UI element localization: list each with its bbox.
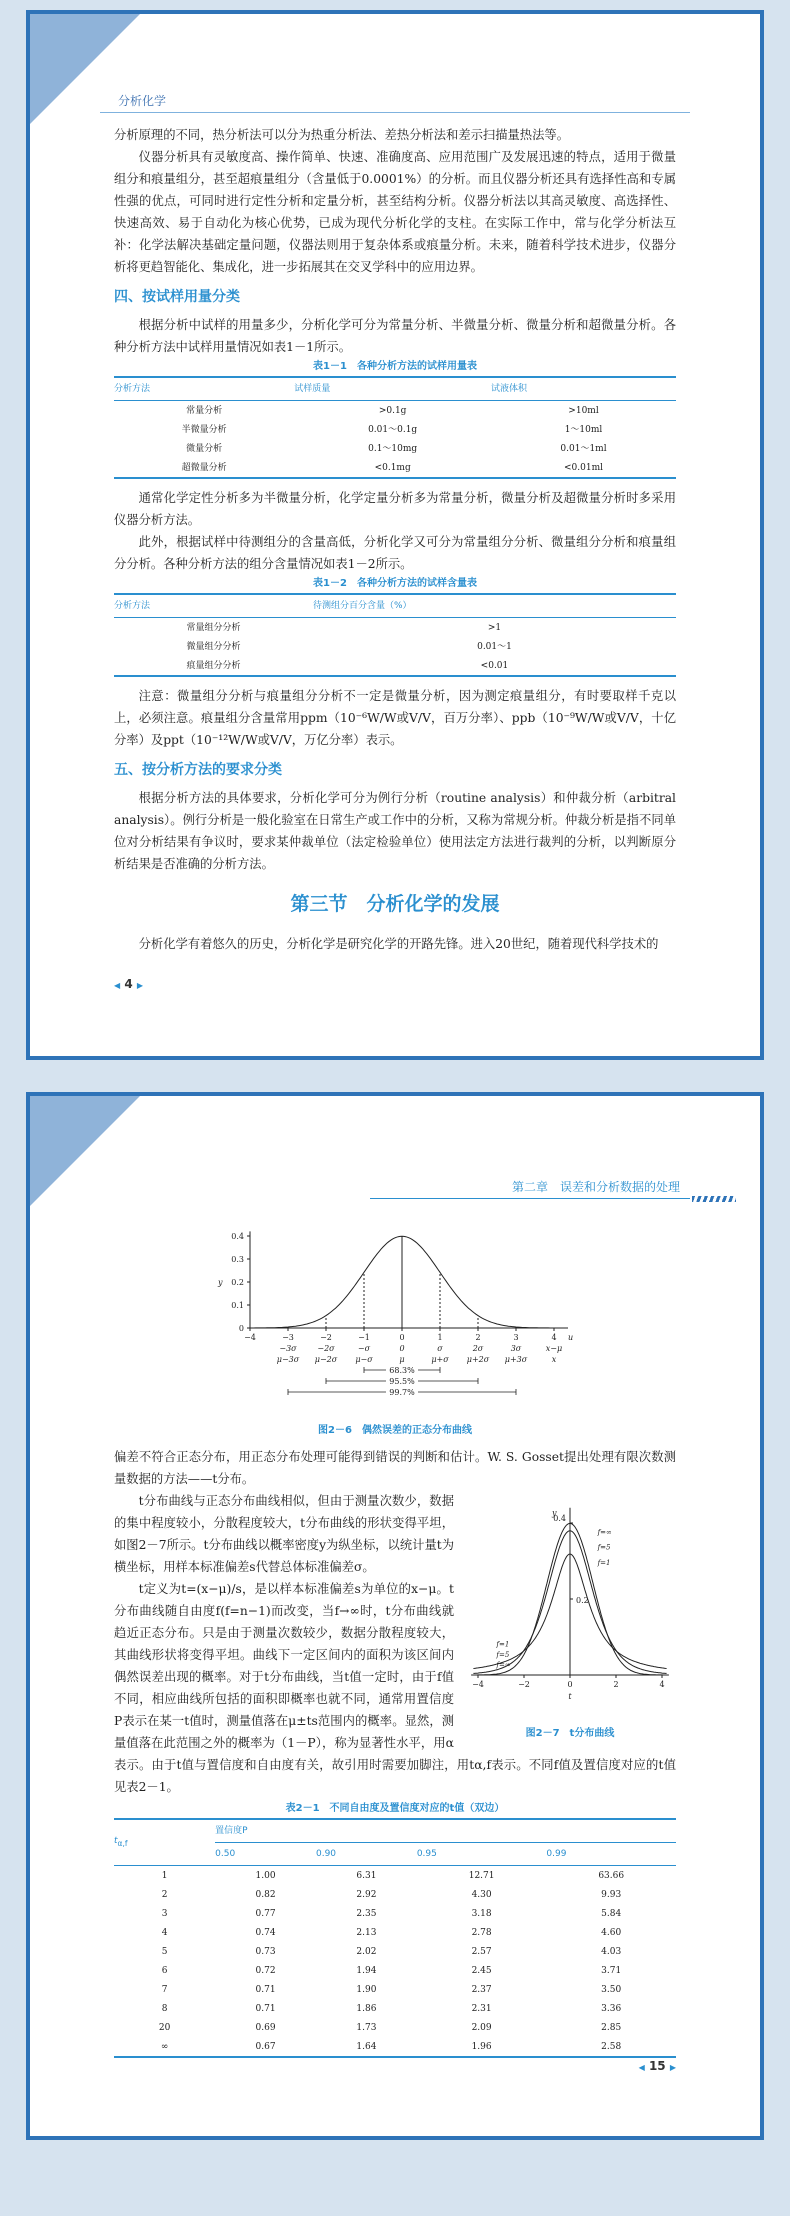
table-row — [114, 420, 676, 439]
paragraph: 根据分析方法的具体要求，分析化学可分为例行分析（routine analysis）和仲裁分析（arbitral analysis）。例行分析是一般化验室在日常生产或工作中的分析，又称为常规分析。仲裁分析是指不同单位对分析结果有争议时，要求某仲裁单位（法定检验单位）使用法定方法进行裁判的分析，以判断原分析结果是否准确的分析方法。 — [114, 791, 676, 871]
column-header: 0.90 — [316, 1843, 417, 1866]
table-cell: 1.64 — [316, 2037, 417, 2057]
table-row — [114, 439, 676, 458]
mu-label: μ−2σ — [314, 1355, 338, 1364]
table-row — [114, 1923, 676, 1942]
table-cell: 7 — [161, 1984, 168, 1995]
table-cell: 0.67 — [215, 2037, 316, 2057]
y-tick-label: 0.2 — [576, 1596, 589, 1605]
column-header: 试样质量 — [294, 377, 491, 401]
right-triangle-icon: ▶ — [136, 981, 144, 990]
column-header: 0.99 — [546, 1843, 676, 1866]
header-title: 第二章 误差和分析数据的处理 — [511, 1180, 680, 1194]
table-cell: 9.93 — [601, 1889, 622, 1900]
table-cell: 超微量分析 — [114, 458, 294, 478]
y-tick-label: 0 — [238, 1324, 244, 1333]
table-cell: >1 — [487, 622, 502, 633]
mu-label: μ — [399, 1355, 405, 1364]
table-cell: 痕量组分分析 — [114, 656, 313, 676]
table-cell: 4 — [161, 1927, 168, 1938]
table-cell: 0.1～10mg — [368, 443, 418, 454]
table-cell: 63.66 — [598, 1870, 625, 1881]
paragraph: t定义为t=(x−μ)/s，是以样本标准偏差s为单位的x−μ。t分布曲线随自由度f(f=n−1)而改变，当f→∞时，t分布曲线就趋近正态分布。只是由于测量次数较少，数据分散程度较大，其曲线形状将变得平坦。曲线下一定区间内的面积为该区间内偶然误差出现的概率。对于t分布曲线，当t值一定时，由于f值不同，相应曲线所包括的面积即概率也就不同，通常用置信度P表示在某一t值时，测量值落在μ±ts范围内的概率。显然，测量值落在此范围之外的概率为（1－P），称为显著性水平，用α表示。由于t值与置信度和自由度有关，故引用时需要加脚注，用tα,f表示。不同f值及置信度对应的t值见表2－1。 — [114, 1582, 676, 1794]
table-cell: 6 — [161, 1965, 168, 1976]
sample-amount-table — [114, 376, 676, 479]
table-cell: >10ml — [568, 405, 599, 416]
table-cell: 2.37 — [471, 1984, 492, 1995]
table-cell: 20 — [158, 2022, 171, 2033]
paragraph: t分布曲线与正态分布曲线相似，但由于测量次数少，数据的集中程度较小，分散程度较大，t分布曲线的形状变得平坦，如图2－7所示。t分布曲线以概率密度y为纵坐标，以统计量t为横坐标，用样本标准偏差s代替总体标准偏差σ。 — [114, 1494, 454, 1574]
table-cell: <0.1mg — [294, 458, 491, 478]
mu-label: μ−σ — [355, 1355, 373, 1364]
table-cell: 常量分析 — [186, 405, 223, 416]
table-cell: 3.36 — [601, 2003, 622, 2014]
table-cell: 1 — [161, 1870, 168, 1881]
row-header — [114, 1819, 215, 1866]
x-tick-label: 0 — [399, 1333, 405, 1342]
column-header: 分析方法 — [114, 377, 294, 401]
band-label: 99.7% — [389, 1388, 415, 1397]
left-triangle-icon: ◀ — [114, 981, 121, 990]
section-heading: 五、按分析方法的要求分类 — [114, 762, 282, 778]
table-cell: 12.71 — [468, 1870, 495, 1881]
column-header: 0.50 — [215, 1843, 316, 1866]
table-row — [114, 1885, 676, 1904]
x-tick-label: −2 — [518, 1680, 530, 1689]
sigma-label: 3σ — [510, 1344, 522, 1353]
sigma-label: x−μ — [545, 1344, 563, 1353]
table-cell: 3.18 — [471, 1908, 492, 1919]
table-cell: 2.45 — [471, 1965, 492, 1976]
paragraph: 此外，根据试样中待测组分的含量高低，分析化学又可分为常量组分分析、微量组分分析和痕量组分分析。各种分析方法的组分含量情况如表1－2所示。 — [114, 535, 676, 571]
table-cell: 0.72 — [255, 1965, 276, 1976]
x-tick-label: −4 — [472, 1680, 484, 1689]
y-tick-label: 0.4 — [553, 1514, 566, 1523]
table-cell: 4.60 — [601, 1927, 622, 1938]
chapter-section-title: 第三节 分析化学的发展 — [290, 893, 500, 915]
table-cell: 2.02 — [356, 1946, 377, 1957]
table-cell: 2.13 — [356, 1927, 377, 1938]
table-cell: 微量分析 — [186, 443, 223, 454]
x-tick-label: 4 — [551, 1333, 557, 1342]
paragraph: 偏差不符合正态分布，用正态分布处理可能得到错误的判断和估计。W. S. Gosset提出处理有限次数测量数据的方法——t分布。 — [114, 1450, 676, 1486]
table-row — [114, 2018, 676, 2037]
table-cell: 2.09 — [471, 2022, 492, 2033]
table-cell: >0.1g — [378, 405, 407, 416]
paragraph: 分析原理的不同，热分析法可以分为热重分析法、差热分析法和差示扫描量热法等。 — [114, 128, 569, 142]
y-tick-label: 0.1 — [231, 1301, 244, 1310]
table-cell: 3.71 — [601, 1965, 622, 1976]
table-cell: 2.92 — [356, 1889, 377, 1900]
table-row — [114, 2037, 676, 2057]
table-row — [114, 1904, 676, 1923]
mu-label: x — [551, 1355, 557, 1364]
table-cell: 2.31 — [471, 2003, 492, 2014]
column-header: 分析方法 — [114, 594, 313, 618]
x-tick-label: −4 — [244, 1333, 256, 1342]
table-caption: 表1－2 各种分析方法的试样含量表 — [313, 578, 477, 589]
column-header: 待测组分百分含量（%） — [313, 594, 676, 618]
paragraph: 注意：微量组分分析与痕量组分分析不一定是微量分析，因为测定痕量组分，有时要取样千克以上，必须注意。痕量组分含量常用ppm（10⁻⁶W/W或V/V，百万分率）、ppb（10⁻⁹W/W或V/V，十亿分率）及ppt（10⁻¹²W/W或V/V，万亿分率）表示。 — [114, 689, 676, 747]
table-cell: 0.77 — [255, 1908, 276, 1919]
mu-label: μ−3σ — [276, 1355, 300, 1364]
table-row — [114, 401, 676, 421]
header-stripes — [692, 1196, 736, 1202]
page-4 — [26, 10, 764, 1060]
band-label: 95.5% — [389, 1377, 415, 1386]
header-rule — [370, 1198, 690, 1199]
table-row — [114, 1980, 676, 1999]
u-axis-label: u — [568, 1333, 574, 1342]
page-body — [114, 1446, 676, 2066]
x-tick-label: 2 — [475, 1333, 481, 1342]
sigma-label: 2σ — [472, 1344, 484, 1353]
header-title: 分析化学 — [118, 94, 167, 108]
sigma-label: −σ — [357, 1344, 371, 1353]
x-tick-label: 2 — [613, 1680, 619, 1689]
table-cell: 半微量分析 — [181, 424, 227, 435]
y-axis-label: y — [552, 1508, 557, 1518]
table-caption: 表1－1 各种分析方法的试样用量表 — [313, 361, 477, 372]
x-tick-label: 0 — [567, 1680, 573, 1689]
group-header: 置信度P — [215, 1819, 676, 1843]
table-cell: 2 — [161, 1889, 168, 1900]
running-header — [30, 90, 760, 116]
running-header — [30, 1176, 760, 1202]
table-cell: 2.78 — [471, 1927, 492, 1938]
table-cell: 0.71 — [255, 2003, 276, 2014]
table-cell: 1.90 — [356, 1984, 377, 1995]
page-number-text: 4 — [124, 977, 133, 991]
t-distribution-figure — [464, 1490, 676, 1718]
x-tick-label: 3 — [513, 1333, 519, 1342]
left-triangle-icon: ◀ — [638, 2063, 645, 2072]
x-axis-label: t — [568, 1692, 572, 1701]
row-header-symbol: t — [114, 1836, 118, 1847]
band-label: 68.3% — [389, 1366, 415, 1375]
y-tick-label: 0.3 — [231, 1255, 244, 1264]
table-cell: <0.01 — [313, 656, 676, 676]
paragraph: 仪器分析具有灵敏度高、操作简单、快速、准确度高、应用范围广及发展迅速的特点，适用于微量组分和痕量组分，甚至超痕量组分（含量低于0.0001%）的分析。而且仪器分析还具有选择性高和专属性强的优点，可同时进行定性分析和定量分析，甚至结构分析。仪器分析法以其高灵敏度、高选择性、快速高效、易于自动化为核心优势，已成为现代分析化学的支柱。在实际工作中，常与化学分析法互补：化学法解决基础定量问题，仪器法则用于复杂体系或痕量分析。未来，随着科学技术进步，仪器分析将更趋智能化、集成化，进一步拓展其在交叉学科中的应用边界。 — [114, 150, 676, 274]
table-cell: 2.58 — [546, 2037, 676, 2057]
curve-label: f=5 — [496, 1650, 510, 1659]
table-cell: 0.01～1ml — [560, 443, 607, 454]
table-cell: 微量组分分析 — [186, 641, 241, 652]
curve-label: f=1 — [496, 1640, 510, 1649]
page-15 — [26, 1092, 764, 2140]
table-row — [114, 458, 676, 478]
x-tick-label: 4 — [659, 1680, 665, 1689]
normal-distribution-figure — [190, 1216, 610, 1421]
table-row — [114, 618, 676, 638]
x-tick-label: −2 — [320, 1333, 332, 1342]
table-cell: 0.01～1 — [477, 641, 512, 652]
table-cell: 4.30 — [471, 1889, 492, 1900]
table-cell: <0.01ml — [491, 458, 676, 478]
table-cell: 1～10ml — [564, 424, 603, 435]
table-cell: 5 — [161, 1946, 168, 1957]
t-value-table — [114, 1818, 676, 2058]
curve-label: f=5 — [597, 1543, 611, 1552]
table-cell: 4.03 — [601, 1946, 622, 1957]
row-header-subscript: α,f — [117, 1838, 128, 1848]
y-tick-label: 0.2 — [231, 1278, 244, 1287]
mu-label: μ+2σ — [466, 1355, 490, 1364]
table-row — [114, 1999, 676, 2018]
table-cell: 1.96 — [417, 2037, 547, 2057]
table-cell: 0.69 — [255, 2022, 276, 2033]
table-cell: 6.31 — [356, 1870, 377, 1881]
y-tick-label: 0.4 — [231, 1232, 244, 1241]
sigma-label: 0 — [399, 1344, 405, 1353]
table-row — [114, 1961, 676, 1980]
x-tick-label: 1 — [437, 1333, 443, 1342]
t-distribution-float — [464, 1490, 676, 1740]
table-row — [114, 1866, 676, 1886]
table-cell: 3.50 — [601, 1984, 622, 1995]
table-cell: 0.73 — [255, 1946, 276, 1957]
table-cell: 2.85 — [601, 2022, 622, 2033]
page-number — [639, 2059, 676, 2073]
curve-label: f=∞ — [496, 1661, 511, 1670]
table-cell: 2.35 — [356, 1908, 377, 1919]
mu-label: μ+σ — [431, 1355, 449, 1364]
table-cell: 0.82 — [255, 1889, 276, 1900]
figure-caption: 图2－7 t分布曲线 — [525, 1728, 615, 1739]
table-cell: 3 — [161, 1908, 168, 1919]
y-axis-label: y — [218, 1278, 223, 1287]
table-cell: 0.74 — [255, 1927, 276, 1938]
page-number-text: 15 — [648, 2059, 666, 2073]
column-header: 0.95 — [417, 1843, 547, 1866]
sigma-label: σ — [437, 1344, 443, 1353]
curve-label: f=1 — [597, 1558, 611, 1567]
curve-label: f=∞ — [597, 1528, 612, 1537]
mu-label: μ+3σ — [504, 1355, 528, 1364]
page-body — [114, 124, 676, 955]
table-cell: 8 — [161, 2003, 168, 2014]
right-triangle-icon: ▶ — [669, 2063, 676, 2072]
page-number — [114, 977, 143, 991]
column-header: 试液体积 — [491, 377, 676, 401]
paragraph: 分析化学有着悠久的历史，分析化学是研究化学的开路先锋。进入20世纪，随着现代科学技术的 — [138, 937, 659, 951]
sigma-label: −3σ — [279, 1344, 297, 1353]
table-cell: 0.71 — [255, 1984, 276, 1995]
table-caption: 表2－1 不同自由度及置信度对应的t值（双边） — [285, 1803, 505, 1814]
sigma-label: −2σ — [317, 1344, 335, 1353]
content-table — [114, 593, 676, 677]
paragraph: 根据分析中试样的用量多少，分析化学可分为常量分析、半微量分析、微量分析和超微量分析。各种分析方法中试样用量情况如表1－1所示。 — [114, 318, 676, 354]
table-row — [114, 656, 676, 676]
table-row — [114, 1942, 676, 1961]
table-row — [114, 637, 676, 656]
table-cell: 1.73 — [356, 2022, 377, 2033]
paragraph: 通常化学定性分析多为半微量分析，化学定量分析多为常量分析，微量分析及超微量分析时多采用仪器分析方法。 — [114, 491, 676, 527]
section-heading: 四、按试样用量分类 — [114, 289, 240, 305]
table-cell: 1.94 — [356, 1965, 377, 1976]
x-tick-label: −3 — [282, 1333, 294, 1342]
table-cell: 1.00 — [255, 1870, 276, 1881]
table-cell: 常量组分分析 — [186, 622, 241, 633]
table-cell: 5.84 — [601, 1908, 622, 1919]
figure-caption: 图2－6 偶然误差的正态分布曲线 — [318, 1425, 472, 1436]
table-cell: 1.86 — [356, 2003, 377, 2014]
table-cell: 2.57 — [471, 1946, 492, 1957]
x-tick-label: −1 — [358, 1333, 370, 1342]
table-cell: ∞ — [114, 2037, 215, 2057]
header-rule — [100, 112, 690, 113]
table-cell: 0.01～0.1g — [368, 424, 418, 435]
